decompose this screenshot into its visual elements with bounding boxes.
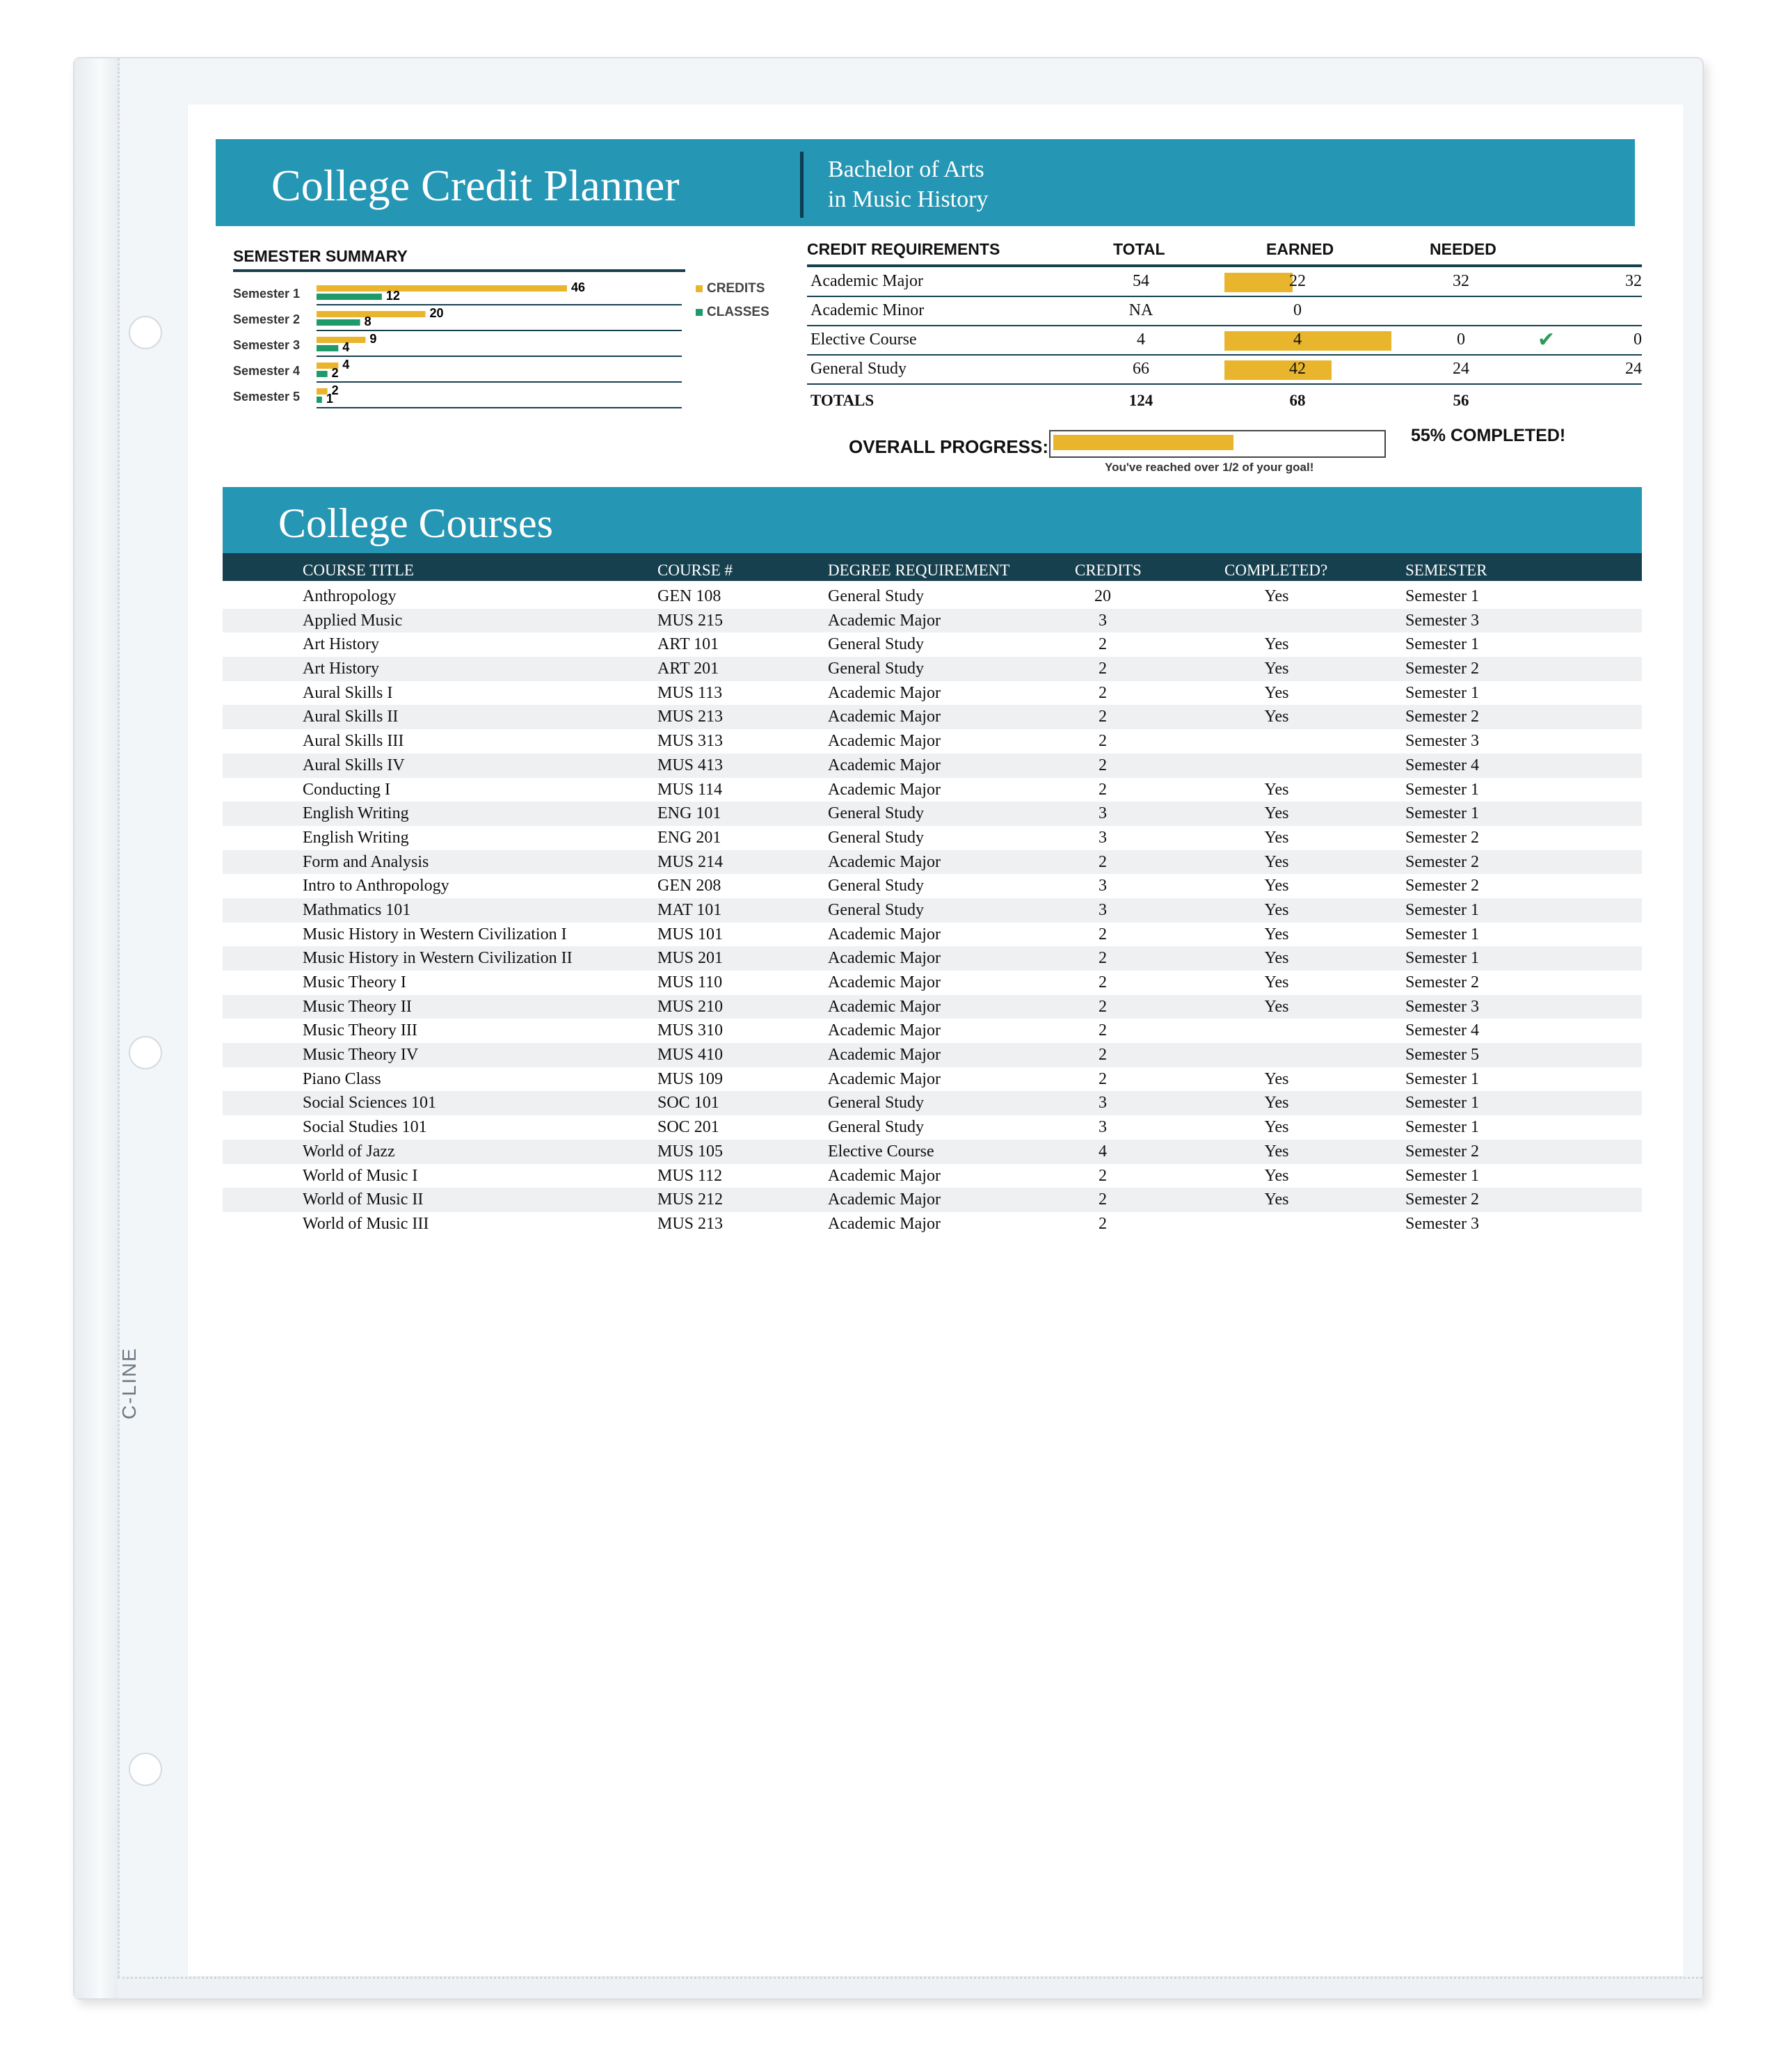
cell-code: MUS 410 <box>657 1046 724 1065</box>
credit-requirements-rule <box>807 264 1642 267</box>
cell-done: Yes <box>1264 973 1289 991</box>
table-row <box>223 681 1642 706</box>
punch-hole <box>129 1036 162 1069</box>
credit-requirements-heading: CREDIT REQUIREMENTS <box>807 240 1000 258</box>
cell-sem: Semester 1 <box>1405 949 1479 968</box>
cell-sem: Semester 1 <box>1405 804 1479 823</box>
category-label: Semester 5 <box>233 390 301 404</box>
cell-credits: 3 <box>1099 877 1107 895</box>
cell-req: Academic Major <box>828 756 941 774</box>
col-degree-requirement: DEGREE REQUIREMENT <box>828 561 1010 579</box>
courses-header <box>223 487 1642 553</box>
cell-req: General Study <box>828 635 924 654</box>
cell-sem: Semester 1 <box>1405 1069 1479 1088</box>
degree-subtitle <box>828 154 988 214</box>
cell-done: Yes <box>1264 949 1289 968</box>
table-row <box>223 729 1642 754</box>
cell-credits: 3 <box>1099 828 1107 847</box>
header-divider <box>800 152 804 218</box>
bar-credits <box>317 285 567 292</box>
cell-credits: 3 <box>1099 900 1107 919</box>
cell-req: General Study <box>828 1118 924 1137</box>
cell-title: Intro to Anthropology <box>303 877 449 895</box>
cell-sem: Semester 3 <box>1405 1214 1479 1233</box>
cell-done: Yes <box>1264 997 1289 1016</box>
courses-title: College Courses <box>278 500 553 546</box>
cell-title: English Writing <box>303 804 409 823</box>
courses-table-header <box>223 553 1642 581</box>
cell-code: SOC 101 <box>657 1094 719 1113</box>
col-earned-header: EARNED <box>1266 240 1334 258</box>
cell-code: MAT 101 <box>657 900 722 919</box>
cell-done: Yes <box>1264 587 1289 605</box>
table-row <box>223 657 1642 681</box>
table-row <box>223 754 1642 778</box>
col-completed: COMPLETED? <box>1224 561 1328 579</box>
cell-title: Aural Skills III <box>303 732 404 751</box>
cell-done: Yes <box>1264 852 1289 871</box>
courses-table-body <box>223 584 1642 1236</box>
progress-percent: 55% COMPLETED! <box>1411 426 1566 445</box>
cell-sem: Semester 2 <box>1405 877 1479 895</box>
col-needed-header: NEEDED <box>1430 240 1496 258</box>
data-label: 20 <box>429 306 444 320</box>
degree-line-2: in Music History <box>828 186 989 212</box>
cell-code: MUS 113 <box>657 683 723 702</box>
protector-binding-edge <box>74 58 120 1998</box>
cell-done: Yes <box>1264 683 1289 702</box>
cell-code: MUS 210 <box>657 997 724 1016</box>
cell-req: General Study <box>828 587 924 605</box>
bar-classes <box>317 397 322 403</box>
cell-credits: 20 <box>1094 587 1111 605</box>
cell-title: World of Music III <box>303 1214 429 1233</box>
cell-title: Aural Skills II <box>303 708 399 726</box>
table-row <box>223 1115 1642 1140</box>
table-row <box>223 874 1642 898</box>
cell-sem: Semester 3 <box>1405 732 1479 751</box>
cell-req: Academic Major <box>828 683 941 702</box>
data-label: 4 <box>342 340 350 354</box>
cell-title: Conducting I <box>303 780 390 799</box>
cell-code: MUS 310 <box>657 1021 724 1040</box>
cell-req: Academic Major <box>828 732 941 751</box>
cell-done: Yes <box>1264 828 1289 847</box>
cell-sem: Semester 2 <box>1405 1190 1479 1209</box>
cell-credits: 2 <box>1099 732 1107 751</box>
cell-code: MUS 215 <box>657 611 724 630</box>
cell-sem: Semester 4 <box>1405 1021 1479 1040</box>
cell-code: MUS 110 <box>657 973 723 991</box>
cell-sem: Semester 2 <box>1405 1142 1479 1161</box>
cell-credits: 2 <box>1099 852 1107 871</box>
table-row <box>223 946 1642 971</box>
cell-title: Art History <box>303 635 379 654</box>
cell-sem: Semester 1 <box>1405 635 1479 654</box>
cell-credits: 2 <box>1099 949 1107 968</box>
cell-title: Music Theory III <box>303 1021 417 1040</box>
cell-title: Aural Skills I <box>303 683 393 702</box>
cell-credits: 2 <box>1099 1046 1107 1065</box>
data-label: 1 <box>326 392 333 406</box>
table-row <box>223 826 1642 850</box>
cell-req: Academic Major <box>828 997 941 1016</box>
cell-code: ART 101 <box>657 635 719 654</box>
cell-req: Academic Major <box>828 925 941 943</box>
semester-summary-chart <box>230 278 689 424</box>
cell-req: Academic Major <box>828 708 941 726</box>
cell-req: Academic Major <box>828 611 941 630</box>
category-label: Semester 1 <box>233 287 301 301</box>
cell-credits: 3 <box>1099 611 1107 630</box>
table-row <box>223 778 1642 802</box>
cell-done: Yes <box>1264 708 1289 726</box>
col-course-number: COURSE # <box>657 561 733 579</box>
cell-credits: 2 <box>1099 780 1107 799</box>
data-label: 8 <box>364 314 372 328</box>
cell-credits: 2 <box>1099 973 1107 991</box>
data-label: 4 <box>342 358 350 372</box>
col-credits: CREDITS <box>1075 561 1142 579</box>
table-row <box>223 898 1642 923</box>
bar-classes <box>317 294 382 300</box>
data-label: 2 <box>331 366 339 380</box>
cell-credits: 2 <box>1099 1069 1107 1088</box>
col-course-title: COURSE TITLE <box>303 561 414 579</box>
progress-note: You've reached over 1/2 of your goal! <box>1105 461 1314 474</box>
cell-done: Yes <box>1264 1142 1289 1161</box>
semester-summary-heading: SEMESTER SUMMARY <box>233 247 408 265</box>
punch-hole <box>129 316 162 349</box>
cell-title: World of Music I <box>303 1166 418 1185</box>
progress-fill <box>1053 435 1233 450</box>
progress-bar <box>1049 430 1386 458</box>
cell-credits: 3 <box>1099 1094 1107 1113</box>
cell-code: ENG 101 <box>657 804 721 823</box>
cell-done: Yes <box>1264 877 1289 895</box>
cell-title: Music Theory II <box>303 997 412 1016</box>
cell-req: Elective Course <box>828 1142 934 1161</box>
cell-code: MUS 214 <box>657 852 724 871</box>
table-row <box>223 632 1642 657</box>
cell-done: Yes <box>1264 1069 1289 1088</box>
cell-title: Anthropology <box>303 587 397 605</box>
overall-progress-label: OVERALL PROGRESS: <box>849 436 1049 457</box>
cell-sem: Semester 5 <box>1405 1046 1479 1065</box>
cell-req: General Study <box>828 877 924 895</box>
table-row <box>223 1188 1642 1212</box>
table-row <box>223 850 1642 875</box>
cell-credits: 2 <box>1099 1190 1107 1209</box>
data-label: 12 <box>385 289 400 303</box>
cell-credits: 2 <box>1099 635 1107 654</box>
cell-credits: 2 <box>1099 708 1107 726</box>
table-row <box>223 584 1642 609</box>
credit-row: Academic Minor NA 0 <box>807 297 1642 326</box>
cell-code: MUS 105 <box>657 1142 724 1161</box>
table-row <box>223 1067 1642 1092</box>
bar-classes <box>317 345 338 351</box>
cell-credits: 3 <box>1099 804 1107 823</box>
check-icon: ✔ <box>1538 328 1556 352</box>
cell-title: Aural Skills IV <box>303 756 405 774</box>
degree-line-1: Bachelor of Arts <box>828 157 984 182</box>
col-total-header: TOTAL <box>1113 240 1165 258</box>
cell-title: English Writing <box>303 828 409 847</box>
cell-code: MUS 101 <box>657 925 724 943</box>
cell-req: Academic Major <box>828 1190 941 1209</box>
cell-credits: 3 <box>1099 1118 1107 1137</box>
cell-title: Art History <box>303 660 379 678</box>
credit-row: General Study 66 42 24 24 <box>807 356 1642 385</box>
cell-title: Mathmatics 101 <box>303 900 411 919</box>
table-row <box>223 609 1642 633</box>
cell-sem: Semester 1 <box>1405 1118 1479 1137</box>
cell-sem: Semester 4 <box>1405 756 1479 774</box>
cell-done: Yes <box>1264 780 1289 799</box>
cell-credits: 2 <box>1099 1166 1107 1185</box>
table-row <box>223 1212 1642 1236</box>
cell-sem: Semester 2 <box>1405 973 1479 991</box>
cell-done: Yes <box>1264 925 1289 943</box>
cell-title: World of Music II <box>303 1190 424 1209</box>
cell-code: MUS 109 <box>657 1069 724 1088</box>
cell-done: Yes <box>1264 900 1289 919</box>
cell-req: General Study <box>828 804 924 823</box>
cell-code: MUS 213 <box>657 708 724 726</box>
table-row <box>223 1091 1642 1115</box>
planner-page <box>188 104 1684 1976</box>
cell-title: World of Jazz <box>303 1142 395 1161</box>
cell-credits: 2 <box>1099 756 1107 774</box>
table-row <box>223 1140 1642 1164</box>
cell-done: Yes <box>1264 635 1289 654</box>
cell-code: MUS 212 <box>657 1190 724 1209</box>
cell-credits: 2 <box>1099 1214 1107 1233</box>
cell-req: Academic Major <box>828 949 941 968</box>
cell-req: General Study <box>828 900 924 919</box>
cell-req: Academic Major <box>828 973 941 991</box>
cell-sem: Semester 2 <box>1405 708 1479 726</box>
cell-title: Social Studies 101 <box>303 1118 427 1137</box>
credit-row: Academic Major 54 22 32 32 <box>807 268 1642 297</box>
credit-row: Elective Course 4 4 0 ✔ 0 <box>807 326 1642 356</box>
cell-req: Academic Major <box>828 1021 941 1040</box>
cell-code: MUS 112 <box>657 1166 723 1185</box>
bar-credits <box>317 337 365 343</box>
cell-title: Form and Analysis <box>303 852 429 871</box>
table-row <box>223 802 1642 826</box>
cell-credits: 4 <box>1099 1142 1107 1161</box>
protector-bottom-seam <box>118 1977 1702 1998</box>
cell-code: ART 201 <box>657 660 719 678</box>
punch-hole <box>129 1753 162 1786</box>
cell-done: Yes <box>1264 660 1289 678</box>
totals-row: TOTALS 124 68 56 <box>810 392 1469 409</box>
cell-title: Music Theory I <box>303 973 406 991</box>
cell-sem: Semester 3 <box>1405 611 1479 630</box>
cell-sem: Semester 2 <box>1405 828 1479 847</box>
cell-req: Academic Major <box>828 1046 941 1065</box>
cell-sem: Semester 3 <box>1405 997 1479 1016</box>
chart-legend <box>696 277 769 324</box>
cell-code: MUS 413 <box>657 756 724 774</box>
cell-code: MUS 201 <box>657 949 724 968</box>
table-row <box>223 705 1642 729</box>
cell-sem: Semester 1 <box>1405 683 1479 702</box>
cell-credits: 2 <box>1099 925 1107 943</box>
cell-done: Yes <box>1264 1190 1289 1209</box>
table-row <box>223 1019 1642 1043</box>
semester-summary-rule <box>233 269 685 272</box>
cell-title: Music History in Western Civilization I <box>303 925 567 943</box>
brand-label: C-LINE <box>118 1347 140 1419</box>
cell-req: General Study <box>828 828 924 847</box>
data-label: 46 <box>571 280 586 294</box>
cell-sem: Semester 1 <box>1405 925 1479 943</box>
cell-title: Social Sciences 101 <box>303 1094 436 1113</box>
category-label: Semester 3 <box>233 338 301 352</box>
cell-code: MUS 213 <box>657 1214 724 1233</box>
col-semester: SEMESTER <box>1405 561 1487 579</box>
cell-sem: Semester 1 <box>1405 780 1479 799</box>
planner-header <box>216 139 1635 226</box>
cell-sem: Semester 1 <box>1405 1094 1479 1113</box>
cell-req: Academic Major <box>828 780 941 799</box>
table-row <box>223 1164 1642 1188</box>
table-row <box>223 995 1642 1019</box>
cell-code: MUS 313 <box>657 732 724 751</box>
cell-title: Piano Class <box>303 1069 381 1088</box>
data-label: 9 <box>369 332 377 346</box>
cell-req: Academic Major <box>828 1214 941 1233</box>
cell-sem: Semester 1 <box>1405 587 1479 605</box>
category-label: Semester 2 <box>233 312 301 326</box>
cell-code: ENG 201 <box>657 828 721 847</box>
cell-done: Yes <box>1264 1094 1289 1113</box>
bar-classes <box>317 371 328 377</box>
cell-title: Applied Music <box>303 611 403 630</box>
cell-sem: Semester 2 <box>1405 660 1479 678</box>
cell-credits: 2 <box>1099 997 1107 1016</box>
cell-title: Music History in Western Civilization II <box>303 949 573 968</box>
cell-credits: 2 <box>1099 1021 1107 1040</box>
cell-req: General Study <box>828 1094 924 1113</box>
cell-done: Yes <box>1264 804 1289 823</box>
cell-code: SOC 201 <box>657 1118 719 1137</box>
cell-code: GEN 108 <box>657 587 721 605</box>
cell-sem: Semester 2 <box>1405 852 1479 871</box>
cell-credits: 2 <box>1099 660 1107 678</box>
table-row <box>223 923 1642 947</box>
cell-done: Yes <box>1264 1118 1289 1137</box>
table-row <box>223 1043 1642 1067</box>
cell-req: Academic Major <box>828 852 941 871</box>
data-label: 2 <box>331 383 339 397</box>
category-label: Semester 4 <box>233 364 301 378</box>
cell-code: GEN 208 <box>657 877 721 895</box>
cell-title: Music Theory IV <box>303 1046 419 1065</box>
cell-credits: 2 <box>1099 683 1107 702</box>
bar-classes <box>317 319 360 326</box>
cell-sem: Semester 1 <box>1405 900 1479 919</box>
page-title: College Credit Planner <box>271 161 680 210</box>
cell-req: Academic Major <box>828 1166 941 1185</box>
cell-done: Yes <box>1264 1166 1289 1185</box>
cell-req: General Study <box>828 660 924 678</box>
cell-sem: Semester 1 <box>1405 1166 1479 1185</box>
cell-req: Academic Major <box>828 1069 941 1088</box>
legend-credits: CREDITS <box>696 277 769 301</box>
table-row <box>223 971 1642 995</box>
cell-code: MUS 114 <box>657 780 723 799</box>
legend-classes: CLASSES <box>696 301 769 324</box>
